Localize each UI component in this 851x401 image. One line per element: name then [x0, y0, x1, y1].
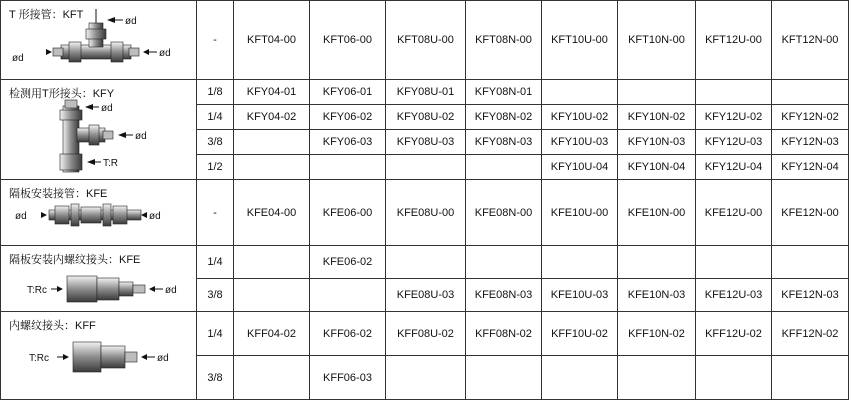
bulkhead-female-image	[1, 246, 197, 312]
part-number-cell	[466, 246, 542, 279]
size-cell: 3/8	[197, 279, 234, 312]
part-number-cell: KFY08N-02	[466, 105, 542, 130]
callout-label: ød	[125, 16, 137, 27]
part-number-cell: KFY10U-04	[542, 155, 618, 180]
size-cell: 1/4	[197, 246, 234, 279]
size-cell: 1/4	[197, 312, 234, 356]
part-number-cell: KFF10N-02	[618, 312, 696, 356]
section-kfe-female-illustration	[1, 246, 197, 312]
section-kft-illustration	[1, 1, 197, 80]
callout-label: T:R	[103, 158, 118, 169]
part-number-cell	[618, 356, 696, 400]
table-row	[1, 80, 849, 105]
part-number-cell: KFY10N-02	[618, 105, 696, 130]
part-number-cell: KFE06-00	[310, 180, 386, 246]
part-number-cell: KFE12U-03	[696, 279, 772, 312]
part-number-cell: KFE10U-00	[542, 180, 618, 246]
part-number-cell: KFT06-00	[310, 1, 386, 80]
part-number-cell: KFY06-01	[310, 80, 386, 105]
part-number-cell	[696, 246, 772, 279]
part-number-cell: KFY08N-01	[466, 80, 542, 105]
part-number-cell: KFY08N-03	[466, 130, 542, 155]
callout-label: ød	[135, 131, 147, 142]
part-number-cell: KFF10U-02	[542, 312, 618, 356]
part-number-cell: KFE10N-00	[618, 180, 696, 246]
callout-label: ød	[149, 211, 161, 222]
part-number-cell: KFY08U-01	[386, 80, 466, 105]
callout-label: T:Rc	[27, 285, 47, 296]
section-title: 内螺纹接头：KFF	[9, 320, 96, 332]
part-number-cell: KFY10U-03	[542, 130, 618, 155]
part-number-cell: KFF12U-02	[696, 312, 772, 356]
part-number-cell: KFY12N-04	[772, 155, 849, 180]
callout-label: ød	[157, 353, 169, 364]
part-number-cell	[234, 246, 310, 279]
part-number-cell	[310, 279, 386, 312]
part-number-cell: KFY04-01	[234, 80, 310, 105]
part-number-cell: KFY12N-03	[772, 130, 849, 155]
part-number-cell: KFT10N-00	[618, 1, 696, 80]
part-number-cell	[542, 80, 618, 105]
table-row	[1, 246, 849, 279]
part-number-cell	[234, 130, 310, 155]
part-number-cell	[772, 246, 849, 279]
part-number-cell: KFY12N-02	[772, 105, 849, 130]
part-number-cell: KFF04-02	[234, 312, 310, 356]
callout-label: ød	[101, 103, 113, 114]
part-number-cell: KFE08U-00	[386, 180, 466, 246]
part-number-cell: KFT04-00	[234, 1, 310, 80]
part-number-cell	[386, 155, 466, 180]
part-number-cell: KFE12U-00	[696, 180, 772, 246]
female-connector-image	[1, 312, 197, 400]
part-number-cell	[618, 80, 696, 105]
part-number-cell	[696, 80, 772, 105]
part-number-cell	[772, 80, 849, 105]
bulkhead-union-image	[1, 180, 197, 246]
section-title: 隔板安装内螺纹接头：KFE	[9, 254, 141, 266]
tee-union-image	[1, 1, 197, 80]
part-number-cell: KFT10U-00	[542, 1, 618, 80]
part-number-cell	[542, 246, 618, 279]
section-kfe-union-illustration	[1, 180, 197, 246]
callout-label: ød	[12, 53, 24, 64]
part-number-cell: KFT08U-00	[386, 1, 466, 80]
part-number-cell	[466, 356, 542, 400]
part-number-cell	[696, 356, 772, 400]
part-number-cell: KFE08N-03	[466, 279, 542, 312]
part-number-cell: KFF08U-02	[386, 312, 466, 356]
part-number-cell: KFE12N-03	[772, 279, 849, 312]
part-number-cell	[618, 246, 696, 279]
table-row	[1, 180, 849, 246]
part-number-cell: KFE08U-03	[386, 279, 466, 312]
part-number-cell: KFE10N-03	[618, 279, 696, 312]
part-number-cell: KFF06-02	[310, 312, 386, 356]
part-number-cell	[234, 356, 310, 400]
part-number-cell: KFY10N-04	[618, 155, 696, 180]
part-number-cell: KFE12N-00	[772, 180, 849, 246]
part-number-cell	[310, 155, 386, 180]
part-number-cell: KFT12N-00	[772, 1, 849, 80]
part-number-cell: KFY04-02	[234, 105, 310, 130]
size-cell: 3/8	[197, 356, 234, 400]
part-number-cell	[234, 279, 310, 312]
part-number-cell	[466, 155, 542, 180]
section-kff-illustration	[1, 312, 197, 400]
table-row	[1, 312, 849, 356]
part-number-cell: KFY06-03	[310, 130, 386, 155]
callout-label: ød	[15, 211, 27, 222]
part-number-cell: KFY10N-03	[618, 130, 696, 155]
part-number-cell: KFY08U-02	[386, 105, 466, 130]
part-number-cell	[542, 356, 618, 400]
test-tee-image	[1, 80, 197, 180]
part-number-cell: KFY08U-03	[386, 130, 466, 155]
part-number-cell: KFY12U-04	[696, 155, 772, 180]
part-number-cell: KFY12U-03	[696, 130, 772, 155]
part-number-cell: KFY12U-02	[696, 105, 772, 130]
part-number-cell: KFE04-00	[234, 180, 310, 246]
part-number-cell: KFE06-02	[310, 246, 386, 279]
part-number-cell: KFY10U-02	[542, 105, 618, 130]
size-cell: -	[197, 180, 234, 246]
part-number-cell: KFT12U-00	[696, 1, 772, 80]
section-title: T 形接管：KFT	[9, 9, 84, 21]
part-number-cell: KFE10U-03	[542, 279, 618, 312]
callout-label: T:Rc	[29, 353, 49, 364]
part-number-cell	[234, 155, 310, 180]
part-number-cell	[772, 356, 849, 400]
part-number-cell: KFE08N-00	[466, 180, 542, 246]
size-cell: -	[197, 1, 234, 80]
section-kfy-illustration	[1, 80, 197, 180]
part-number-cell: KFY06-02	[310, 105, 386, 130]
part-number-cell	[386, 246, 466, 279]
table-row	[1, 1, 849, 80]
part-number-cell: KFF12N-02	[772, 312, 849, 356]
part-number-cell: KFF08N-02	[466, 312, 542, 356]
callout-label: ød	[159, 48, 171, 59]
section-title: 检测用T形接头：KFY	[9, 88, 115, 100]
part-number-cell	[386, 356, 466, 400]
size-cell: 1/2	[197, 155, 234, 180]
size-cell: 1/4	[197, 105, 234, 130]
size-cell: 3/8	[197, 130, 234, 155]
size-cell: 1/8	[197, 80, 234, 105]
callout-label: ød	[165, 285, 177, 296]
section-title: 隔板安装接管：KFE	[9, 188, 108, 200]
part-number-cell: KFF06-03	[310, 356, 386, 400]
part-number-cell: KFT08N-00	[466, 1, 542, 80]
